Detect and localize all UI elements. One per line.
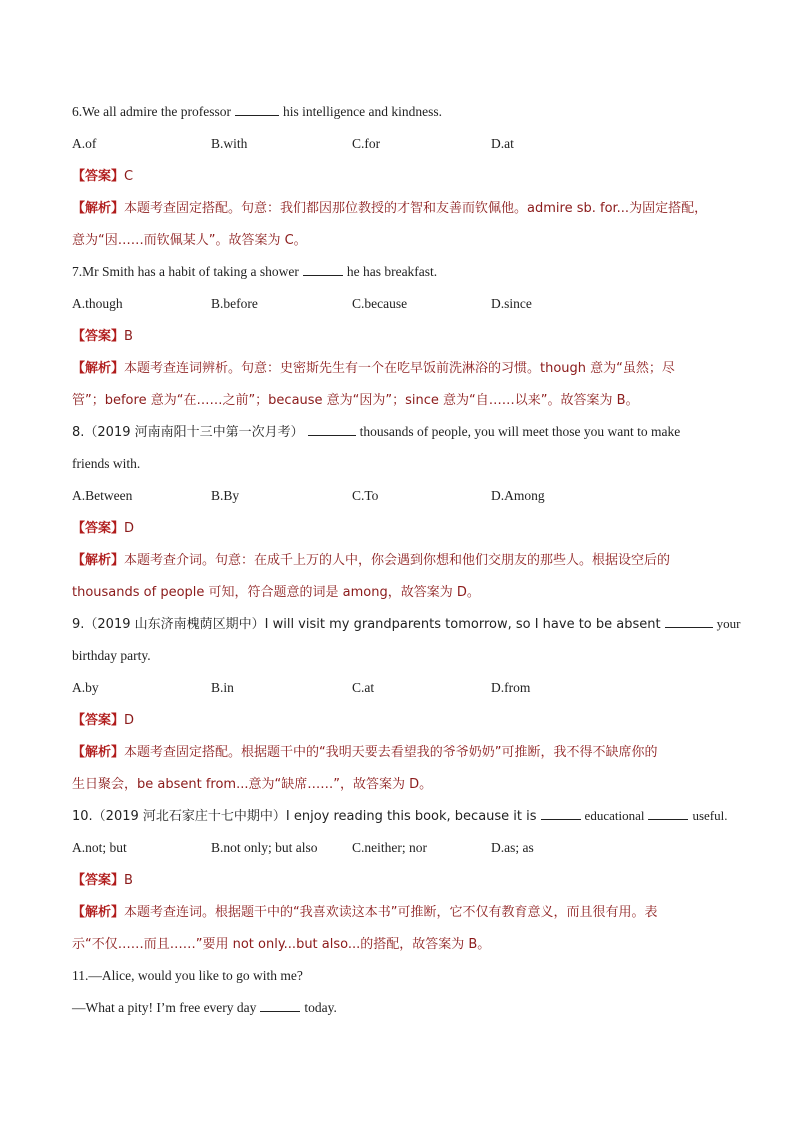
answer-blank: [541, 805, 581, 820]
question-7-explanation-line-2: 管”；before 意为“在……之前”；because 意为“因为”；since 意为“自……以来”。故答案为 B。: [72, 393, 639, 408]
answer-blank: [303, 261, 343, 276]
question-6-explanation-line-1: 【解析】本题考查固定搭配。句意：我们都因那位教授的才智和友善而钦佩他。admire sb. for...为固定搭配，: [72, 201, 708, 216]
option-c: C.at: [352, 680, 375, 695]
question-7-answer: 【答案】B: [72, 329, 133, 344]
question-7-explanation-line-1: 【解析】本题考查连词辨析。句意：史密斯先生有一个在吃早饭前洗淋浴的习惯。though 意为“虽然；尽: [72, 361, 675, 376]
question-6-options: [72, 128, 722, 160]
question-8-options: [72, 480, 722, 512]
answer-blank: [308, 421, 356, 436]
option-d: D.since: [491, 296, 532, 311]
question-7-options: [72, 288, 722, 320]
answer-blank: [648, 805, 688, 820]
question-10-answer: 【答案】B: [72, 873, 133, 888]
question-6-stem: 6.We all admire the professor his intelligence and kindness.: [72, 96, 722, 128]
option-a: A.of: [72, 136, 97, 151]
option-d: D.as; as: [491, 840, 534, 855]
question-11-line-1: 11.—Alice, would you like to go with me?: [72, 968, 303, 983]
question-8-explanation-line-1: 【解析】本题考查介词。句意：在成千上万的人中，你会遇到你想和他们交朋友的那些人。根据设空后的: [72, 553, 671, 568]
option-d: D.Among: [491, 488, 545, 503]
answer-blank: [665, 613, 713, 628]
option-b: B.By: [211, 488, 240, 503]
option-b: B.not only; but also: [211, 840, 318, 855]
question-8-stem: 8.（2019 河南南阳十三中第一次月考） thousands of people, you will meet those you want to make: [72, 416, 722, 448]
question-6-answer: 【答案】C: [72, 169, 134, 184]
question-9-answer: 【答案】D: [72, 713, 135, 728]
option-a: A.though: [72, 296, 123, 311]
option-a: A.not; but: [72, 840, 127, 855]
option-b: B.before: [211, 296, 258, 311]
question-11-line-2: —What a pity! I’m free every day today.: [72, 992, 722, 1024]
worksheet-page: [72, 96, 741, 1024]
option-a: A.by: [72, 680, 99, 695]
question-7-stem: 7.Mr Smith has a habit of taking a shower he has breakfast.: [72, 256, 722, 288]
question-9-explanation-line-1: 【解析】本题考查固定搭配。根据题干中的“我明天要去看望我的爷爷奶奶”可推断，我不得不缺席你的: [72, 745, 658, 760]
answer-blank: [260, 997, 300, 1012]
question-10-explanation-line-1: 【解析】本题考查连词。根据题干中的“我喜欢读这本书”可推断，它不仅有教育意义，而且很有用。表: [72, 905, 658, 920]
option-c: C.for: [352, 136, 381, 151]
option-a: A.Between: [72, 488, 133, 503]
question-8-stem-cont: friends with.: [72, 456, 141, 471]
answer-blank: [235, 101, 279, 116]
question-10-stem: 10.（2019 河北石家庄十七中期中）I enjoy reading this book, because it is educational useful.: [72, 800, 722, 832]
question-8-answer: 【答案】D: [72, 521, 135, 536]
option-c: C.To: [352, 488, 379, 503]
option-c: C.because: [352, 296, 408, 311]
option-d: D.at: [491, 136, 514, 151]
option-c: C.neither; nor: [352, 840, 427, 855]
option-b: B.in: [211, 680, 234, 695]
option-b: B.with: [211, 136, 248, 151]
question-10-options: [72, 832, 722, 864]
question-9-explanation-line-2: 生日聚会，be absent from...意为“缺席……”，故答案为 D。: [72, 777, 433, 792]
question-9-stem-cont: birthday party.: [72, 648, 151, 663]
question-6-explanation-line-2: 意为“因……而钦佩某人”。故答案为 C。: [72, 233, 307, 248]
question-8-explanation-line-2: thousands of people 可知，符合题意的词是 among，故答案为 D。: [72, 585, 480, 600]
question-9-stem: 9.（2019 山东济南槐荫区期中）I will visit my grandparents tomorrow, so I have to be absent your: [72, 608, 722, 640]
question-9-options: [72, 672, 722, 704]
question-10-explanation-line-2: 示“不仅……而且……”要用 not only...but also...的搭配，故答案为 B。: [72, 937, 491, 952]
option-d: D.from: [491, 680, 531, 695]
